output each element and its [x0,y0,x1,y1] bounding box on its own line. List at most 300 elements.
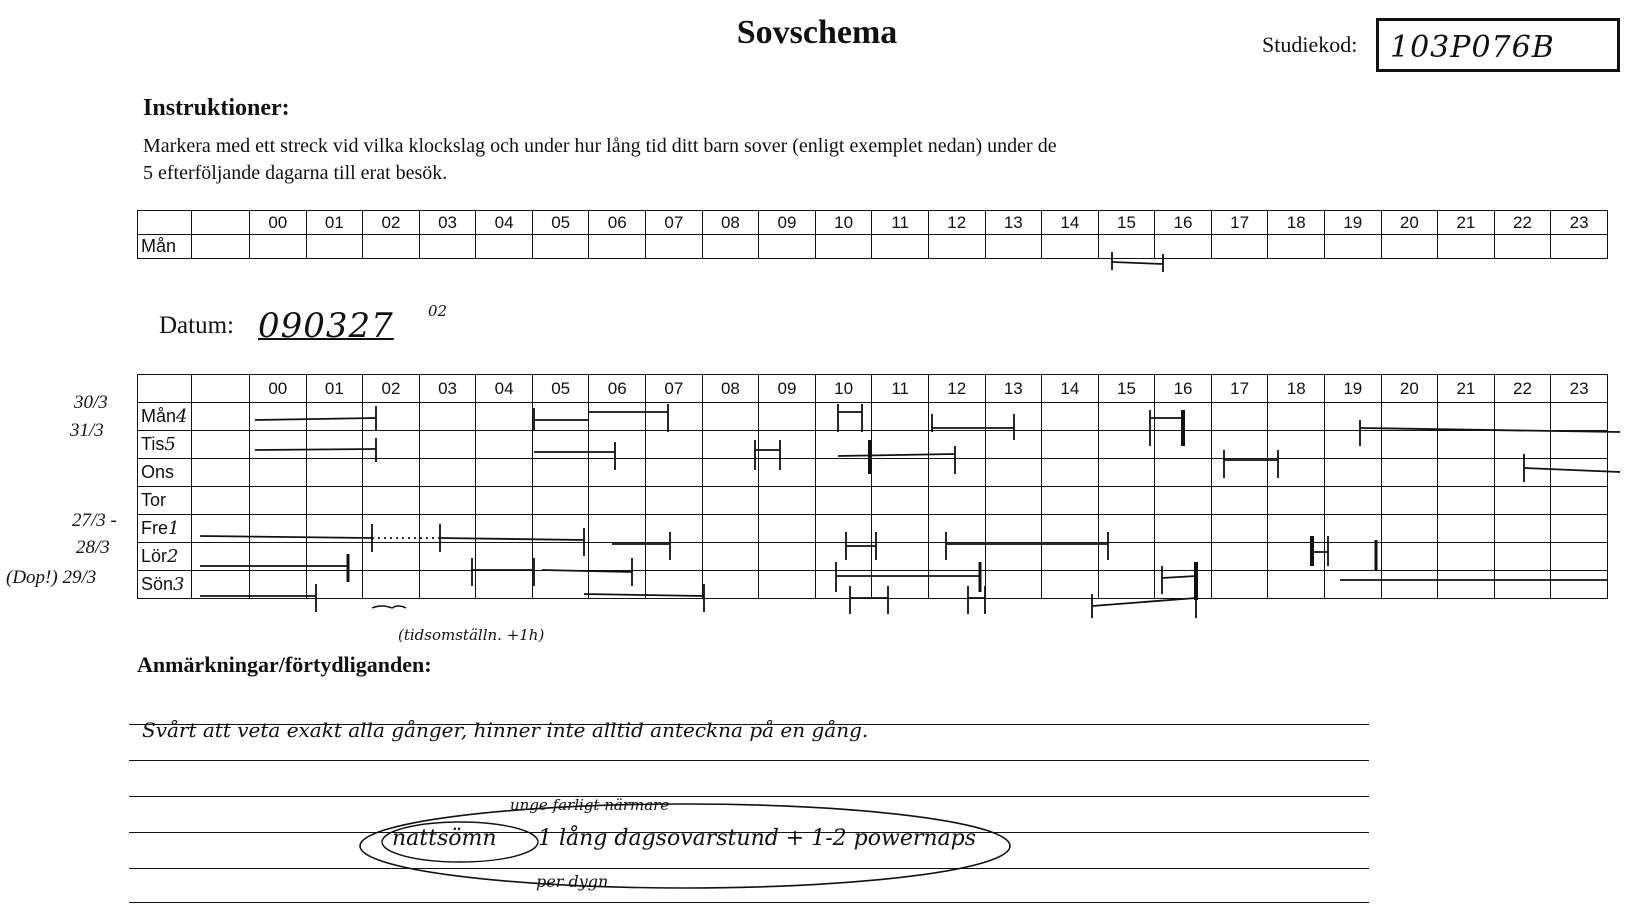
schedule-sön-cell-05 [532,571,589,599]
schedule-fre-cell-15 [1098,515,1155,543]
schedule-sön-cell-14 [1042,571,1099,599]
schedule-fre-cell-05 [532,515,589,543]
example-hour-04: 04 [476,211,533,235]
example-hour-21: 21 [1438,211,1495,235]
schedule-tor-cell-11 [872,487,929,515]
remarks-line-6 [129,902,1369,903]
schedule-day-label [138,543,192,571]
example-cell-18 [1268,235,1325,259]
example-hour-15: 15 [1098,211,1155,235]
schedule-tor-cell-20 [1381,487,1438,515]
date-note-tue: 31/3 [70,420,104,441]
schedule-hour-22: 22 [1494,375,1551,403]
instructions-heading: Instruktioner: [143,95,290,121]
schedule-tor-cell-01 [306,487,363,515]
schedule-spacer [192,375,250,403]
schedule-day-name: Lör [141,546,168,566]
schedule-ons-cell-17 [1211,459,1268,487]
schedule-ons-cell-20 [1381,459,1438,487]
schedule-hour-06: 06 [589,375,646,403]
schedule-ons-cell-08 [702,459,759,487]
schedule-mån-cell-02 [363,403,420,431]
schedule-fre-cell-20 [1381,515,1438,543]
schedule-lör-cell-07 [646,543,703,571]
schedule-tor-cell-04 [476,487,533,515]
schedule-row-sön [138,571,1608,599]
example-corner [138,211,192,235]
brace-mark [372,606,406,608]
example-hour-00: 00 [250,211,307,235]
schedule-tis-cell-04 [476,431,533,459]
schedule-tor-cell-17 [1211,487,1268,515]
schedule-hour-16: 16 [1155,375,1212,403]
schedule-lör-cell-23 [1551,543,1608,571]
schedule-mån-cell-13 [985,403,1042,431]
schedule-hour-14: 14 [1042,375,1099,403]
remarks-text-night: nattsömn [392,826,497,851]
schedule-row-fre [138,515,1608,543]
schedule-fre-cell-06 [589,515,646,543]
schedule-fre-cell-19 [1324,515,1381,543]
example-hour-01: 01 [306,211,363,235]
schedule-tor-cell-14 [1042,487,1099,515]
schedule-tis-cell-02 [363,431,420,459]
schedule-hour-15: 15 [1098,375,1155,403]
example-spacer-cell [192,235,250,259]
schedule-mån-cell-03 [419,403,476,431]
schedule-hour-row [138,375,1608,403]
example-cell-08 [702,235,759,259]
schedule-hour-08: 08 [702,375,759,403]
example-hour-13: 13 [985,211,1042,235]
instructions-line-2: 5 efterföljande dagarna till erat besök. [143,162,448,184]
schedule-day-number: 3 [173,574,185,595]
schedule-mån-cell-19 [1324,403,1381,431]
example-hour-19: 19 [1324,211,1381,235]
schedule-day-label [138,431,192,459]
example-cell-11 [872,235,929,259]
page-title: Sovschema [736,14,898,51]
schedule-lör-cell-20 [1381,543,1438,571]
schedule-tis-cell-13 [985,431,1042,459]
schedule-tis-cell-00 [250,431,307,459]
schedule-fre-cell-03 [419,515,476,543]
datum-value: 090327 [258,306,394,346]
schedule-fre-cell-01 [306,515,363,543]
schedule-row-lör [138,543,1608,571]
schedule-tor-cell-13 [985,487,1042,515]
example-hour-12: 12 [928,211,985,235]
schedule-ons-cell-18 [1268,459,1325,487]
schedule-tor-cell-23 [1551,487,1608,515]
schedule-hour-02: 02 [363,375,420,403]
schedule-tis-cell-12 [928,431,985,459]
schedule-mån-cell-14 [1042,403,1099,431]
example-hour-02: 02 [363,211,420,235]
schedule-lör-cell-22 [1494,543,1551,571]
datum-superscript: 02 [428,302,448,320]
sleep-schedule-table [137,374,1608,599]
schedule-ons-cell-01 [306,459,363,487]
schedule-row-tor [138,487,1608,515]
schedule-hour-03: 03 [419,375,476,403]
example-cell-03 [419,235,476,259]
schedule-hour-01: 01 [306,375,363,403]
schedule-sön-cell-00 [250,571,307,599]
schedule-fre-cell-04 [476,515,533,543]
schedule-fre-cell-10 [815,515,872,543]
schedule-sön-cell-12 [928,571,985,599]
datum-label: Datum: [159,312,234,339]
schedule-fre-cell-13 [985,515,1042,543]
date-note-fri: 27/3 - [72,510,117,531]
schedule-lör-cell-15 [1098,543,1155,571]
example-cell-20 [1381,235,1438,259]
schedule-tor-cell-09 [759,487,816,515]
example-hour-row [138,211,1608,235]
remarks-text-above: unge farligt närmare [510,796,670,814]
schedule-sön-cell-18 [1268,571,1325,599]
schedule-sön-cell-08 [702,571,759,599]
example-table [137,210,1608,259]
schedule-mån-cell-20 [1381,403,1438,431]
schedule-spacer-cell [192,571,250,599]
remarks-line-5 [129,868,1369,869]
schedule-lör-cell-17 [1211,543,1268,571]
example-cell-19 [1324,235,1381,259]
schedule-mån-cell-21 [1438,403,1495,431]
time-change-note: (tidsomställn. +1h) [398,626,545,644]
schedule-mån-cell-22 [1494,403,1551,431]
date-note-sat: 28/3 [76,537,110,558]
schedule-tis-cell-10 [815,431,872,459]
schedule-row-tis [138,431,1608,459]
example-cell-12 [928,235,985,259]
schedule-sön-cell-23 [1551,571,1608,599]
schedule-hour-20: 20 [1381,375,1438,403]
schedule-lör-cell-08 [702,543,759,571]
schedule-ons-cell-13 [985,459,1042,487]
schedule-ons-cell-22 [1494,459,1551,487]
schedule-tor-cell-08 [702,487,759,515]
schedule-row-mån [138,403,1608,431]
schedule-sön-cell-15 [1098,571,1155,599]
schedule-ons-cell-16 [1155,459,1212,487]
schedule-tis-cell-14 [1042,431,1099,459]
schedule-day-label [138,403,192,431]
example-cell-14 [1042,235,1099,259]
schedule-tor-cell-18 [1268,487,1325,515]
schedule-mån-cell-17 [1211,403,1268,431]
schedule-row-ons [138,459,1608,487]
schedule-tor-cell-07 [646,487,703,515]
example-cell-01 [306,235,363,259]
schedule-spacer-cell [192,459,250,487]
schedule-tis-cell-03 [419,431,476,459]
schedule-ons-cell-10 [815,459,872,487]
schedule-lör-cell-12 [928,543,985,571]
example-hour-23: 23 [1551,211,1608,235]
schedule-tor-cell-15 [1098,487,1155,515]
schedule-mån-cell-07 [646,403,703,431]
schedule-tor-cell-05 [532,487,589,515]
schedule-tis-cell-07 [646,431,703,459]
schedule-ons-cell-06 [589,459,646,487]
schedule-ons-cell-03 [419,459,476,487]
schedule-lör-cell-02 [363,543,420,571]
schedule-fre-cell-23 [1551,515,1608,543]
schedule-tis-cell-18 [1268,431,1325,459]
schedule-hour-21: 21 [1438,375,1495,403]
schedule-lör-cell-21 [1438,543,1495,571]
schedule-hour-19: 19 [1324,375,1381,403]
schedule-mån-cell-04 [476,403,533,431]
schedule-tor-cell-02 [363,487,420,515]
example-cell-09 [759,235,816,259]
example-cell-23 [1551,235,1608,259]
schedule-lör-cell-00 [250,543,307,571]
date-note-mon: 30/3 [74,392,108,413]
schedule-ons-cell-09 [759,459,816,487]
example-day-row [138,235,1608,259]
schedule-lör-cell-16 [1155,543,1212,571]
schedule-mån-cell-11 [872,403,929,431]
schedule-sön-cell-03 [419,571,476,599]
remarks-text-below: per dygn [536,872,609,891]
example-cell-21 [1438,235,1495,259]
example-hour-09: 09 [759,211,816,235]
example-hour-05: 05 [532,211,589,235]
instructions-line-1: Markera med ett streck vid vilka klockslag och under hur lång tid ditt barn sover (enligt exemplet nedan) under de [143,135,1057,157]
example-hour-20: 20 [1381,211,1438,235]
example-hour-06: 06 [589,211,646,235]
schedule-sön-cell-09 [759,571,816,599]
remarks-text-day: 1 lång dagsovarstund + 1-2 powernaps [538,826,977,851]
schedule-tis-cell-05 [532,431,589,459]
schedule-fre-cell-21 [1438,515,1495,543]
schedule-day-label [138,571,192,599]
schedule-tor-cell-10 [815,487,872,515]
schedule-mån-cell-01 [306,403,363,431]
schedule-tis-cell-23 [1551,431,1608,459]
schedule-tor-cell-21 [1438,487,1495,515]
example-cell-22 [1494,235,1551,259]
schedule-sön-cell-02 [363,571,420,599]
schedule-tis-cell-20 [1381,431,1438,459]
schedule-tor-cell-00 [250,487,307,515]
schedule-spacer-cell [192,403,250,431]
schedule-hour-05: 05 [532,375,589,403]
schedule-hour-18: 18 [1268,375,1325,403]
schedule-sön-cell-07 [646,571,703,599]
schedule-mån-cell-18 [1268,403,1325,431]
schedule-mån-cell-09 [759,403,816,431]
schedule-ons-cell-15 [1098,459,1155,487]
schedule-lör-cell-13 [985,543,1042,571]
example-cell-17 [1211,235,1268,259]
schedule-lör-cell-01 [306,543,363,571]
schedule-hour-11: 11 [872,375,929,403]
schedule-day-name: Fre [141,518,168,538]
schedule-tis-cell-17 [1211,431,1268,459]
schedule-tor-cell-16 [1155,487,1212,515]
schedule-day-name: Mån [141,406,177,426]
schedule-day-label [138,487,192,515]
schedule-lör-cell-14 [1042,543,1099,571]
schedule-ons-cell-14 [1042,459,1099,487]
schedule-tor-cell-12 [928,487,985,515]
schedule-hour-23: 23 [1551,375,1608,403]
schedule-spacer-cell [192,487,250,515]
schedule-ons-cell-23 [1551,459,1608,487]
schedule-sön-cell-16 [1155,571,1212,599]
schedule-hour-07: 07 [646,375,703,403]
schedule-day-name: Tis [141,434,165,454]
remarks-text-1: Svårt att veta exakt alla gånger, hinner inte alltid anteckna på en gång. [142,718,869,742]
schedule-sön-cell-04 [476,571,533,599]
schedule-ons-cell-12 [928,459,985,487]
schedule-hour-12: 12 [928,375,985,403]
schedule-sön-cell-13 [985,571,1042,599]
schedule-fre-cell-22 [1494,515,1551,543]
schedule-tor-cell-03 [419,487,476,515]
schedule-fre-cell-08 [702,515,759,543]
example-cell-06 [589,235,646,259]
schedule-tis-cell-08 [702,431,759,459]
schedule-sön-cell-20 [1381,571,1438,599]
schedule-corner [138,375,192,403]
schedule-lör-cell-10 [815,543,872,571]
example-hour-11: 11 [872,211,929,235]
schedule-mån-cell-15 [1098,403,1155,431]
schedule-tor-cell-06 [589,487,646,515]
schedule-tis-cell-15 [1098,431,1155,459]
schedule-mån-cell-00 [250,403,307,431]
schedule-tis-cell-09 [759,431,816,459]
schedule-tis-cell-19 [1324,431,1381,459]
schedule-day-label [138,459,192,487]
schedule-tis-cell-21 [1438,431,1495,459]
schedule-fre-cell-11 [872,515,929,543]
schedule-day-number: 2 [167,546,179,567]
schedule-lör-cell-18 [1268,543,1325,571]
schedule-lör-cell-06 [589,543,646,571]
example-cell-02 [363,235,420,259]
schedule-sön-cell-21 [1438,571,1495,599]
schedule-mån-cell-08 [702,403,759,431]
schedule-ons-cell-11 [872,459,929,487]
schedule-ons-cell-05 [532,459,589,487]
example-day-label: Mån [138,235,192,259]
schedule-fre-cell-09 [759,515,816,543]
schedule-sön-cell-10 [815,571,872,599]
example-hour-18: 18 [1268,211,1325,235]
example-hour-17: 17 [1211,211,1268,235]
schedule-spacer-cell [192,431,250,459]
schedule-fre-cell-17 [1211,515,1268,543]
example-hour-10: 10 [815,211,872,235]
example-cell-13 [985,235,1042,259]
schedule-tis-cell-06 [589,431,646,459]
example-hour-14: 14 [1042,211,1099,235]
schedule-mån-cell-05 [532,403,589,431]
example-cell-07 [646,235,703,259]
schedule-hour-04: 04 [476,375,533,403]
schedule-day-name: Tor [141,490,167,510]
schedule-mån-cell-12 [928,403,985,431]
schedule-fre-cell-12 [928,515,985,543]
schedule-fre-cell-14 [1042,515,1099,543]
schedule-hour-09: 09 [759,375,816,403]
schedule-tis-cell-01 [306,431,363,459]
example-cell-10 [815,235,872,259]
schedule-sön-cell-11 [872,571,929,599]
schedule-hour-17: 17 [1211,375,1268,403]
schedule-lör-cell-04 [476,543,533,571]
schedule-mån-cell-10 [815,403,872,431]
schedule-day-number: 1 [168,518,180,539]
remarks-heading: Anmärkningar/förtydliganden: [137,652,432,677]
example-cell-05 [532,235,589,259]
schedule-ons-cell-19 [1324,459,1381,487]
schedule-fre-cell-16 [1155,515,1212,543]
schedule-ons-cell-04 [476,459,533,487]
schedule-sön-cell-01 [306,571,363,599]
schedule-day-name: Ons [141,462,175,482]
schedule-day-number: 4 [176,406,188,427]
schedule-ons-cell-00 [250,459,307,487]
schedule-hour-10: 10 [815,375,872,403]
schedule-sön-cell-06 [589,571,646,599]
schedule-sön-cell-22 [1494,571,1551,599]
schedule-ons-cell-02 [363,459,420,487]
schedule-day-label [138,515,192,543]
example-cell-15 [1098,235,1155,259]
remarks-line-3 [129,796,1369,797]
schedule-lör-cell-09 [759,543,816,571]
schedule-lör-cell-05 [532,543,589,571]
schedule-ons-cell-21 [1438,459,1495,487]
study-code-label: Studiekod: [1262,32,1358,57]
schedule-fre-cell-00 [250,515,307,543]
example-cell-04 [476,235,533,259]
schedule-tis-cell-22 [1494,431,1551,459]
schedule-spacer-cell [192,515,250,543]
example-spacer [192,211,250,235]
schedule-tis-cell-16 [1155,431,1212,459]
remarks-line-2 [129,760,1369,761]
schedule-day-number: 5 [164,434,176,455]
schedule-spacer-cell [192,543,250,571]
example-hour-22: 22 [1494,211,1551,235]
schedule-lör-cell-11 [872,543,929,571]
schedule-lör-cell-03 [419,543,476,571]
schedule-fre-cell-07 [646,515,703,543]
example-hour-07: 07 [646,211,703,235]
schedule-fre-cell-18 [1268,515,1325,543]
study-code-value: 103P076B [1390,30,1555,65]
example-hour-16: 16 [1155,211,1212,235]
example-hour-03: 03 [419,211,476,235]
schedule-tor-cell-19 [1324,487,1381,515]
schedule-fre-cell-02 [363,515,420,543]
schedule-sön-cell-17 [1211,571,1268,599]
schedule-mån-cell-23 [1551,403,1608,431]
schedule-hour-00: 00 [250,375,307,403]
example-cell-00 [250,235,307,259]
schedule-lör-cell-19 [1324,543,1381,571]
schedule-mån-cell-16 [1155,403,1212,431]
